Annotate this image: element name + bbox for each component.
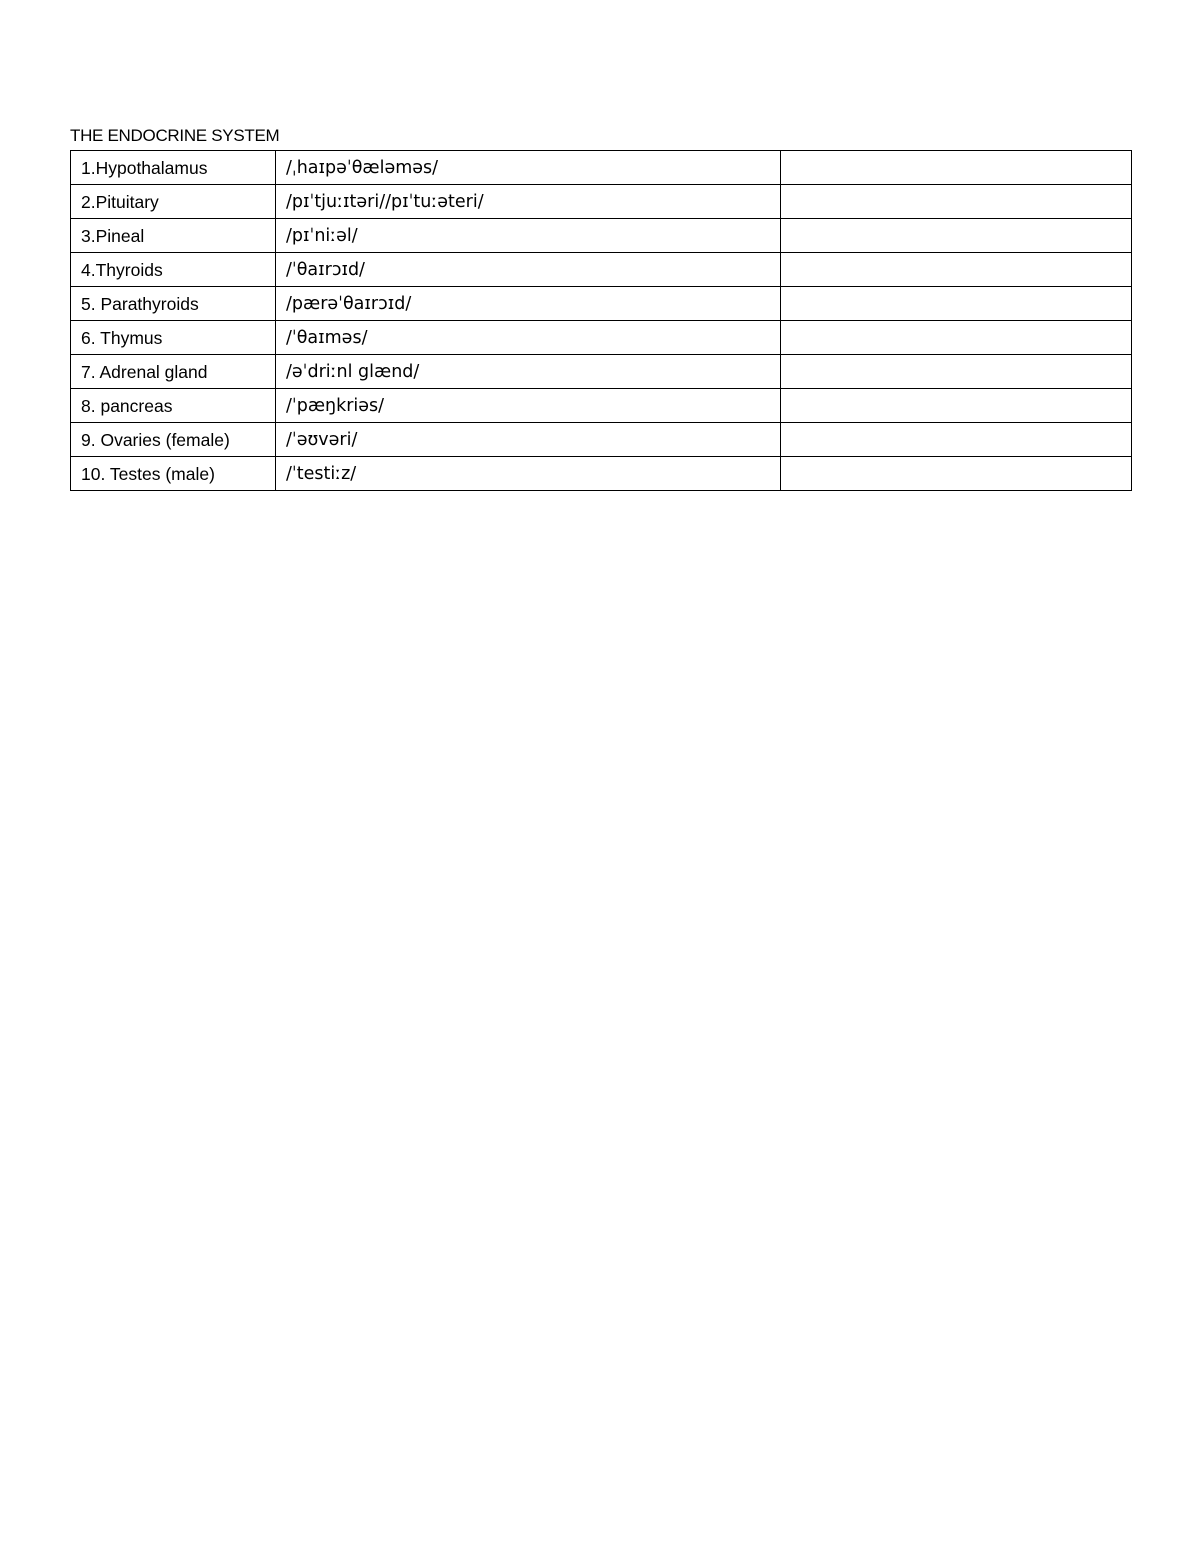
term-cell: 2.Pituitary bbox=[71, 185, 276, 219]
document-title: THE ENDOCRINE SYSTEM bbox=[70, 126, 280, 145]
pronunciation-cell: /pɪˈtjuːɪtəri//pɪˈtuːəteri/ bbox=[276, 185, 781, 219]
term-cell: 5. Parathyroids bbox=[71, 287, 276, 321]
notes-cell bbox=[781, 151, 1132, 185]
term-cell: 6. Thymus bbox=[71, 321, 276, 355]
table-row bbox=[71, 321, 1132, 355]
endocrine-terms-table bbox=[70, 150, 1132, 491]
pronunciation-cell: /ˈθaɪrɔɪd/ bbox=[276, 253, 781, 287]
table-row bbox=[71, 423, 1132, 457]
term-cell: 3.Pineal bbox=[71, 219, 276, 253]
table-row bbox=[71, 389, 1132, 423]
pronunciation-cell: /ˈəʊvəri/ bbox=[276, 423, 781, 457]
notes-cell bbox=[781, 253, 1132, 287]
notes-cell bbox=[781, 457, 1132, 491]
term-cell: 1.Hypothalamus bbox=[71, 151, 276, 185]
pronunciation-cell: /pærəˈθaɪrɔɪd/ bbox=[276, 287, 781, 321]
term-cell: 7. Adrenal gland bbox=[71, 355, 276, 389]
term-cell: 9. Ovaries (female) bbox=[71, 423, 276, 457]
table-row bbox=[71, 287, 1132, 321]
table-row bbox=[71, 219, 1132, 253]
notes-cell bbox=[781, 287, 1132, 321]
term-cell: 8. pancreas bbox=[71, 389, 276, 423]
pronunciation-cell: /ˈθaɪməs/ bbox=[276, 321, 781, 355]
notes-cell bbox=[781, 355, 1132, 389]
table-row bbox=[71, 185, 1132, 219]
table-body bbox=[71, 151, 1132, 491]
term-cell: 10. Testes (male) bbox=[71, 457, 276, 491]
notes-cell bbox=[781, 219, 1132, 253]
pronunciation-cell: /ˈpæŋkriəs/ bbox=[276, 389, 781, 423]
table-row bbox=[71, 457, 1132, 491]
notes-cell bbox=[781, 389, 1132, 423]
term-cell: 4.Thyroids bbox=[71, 253, 276, 287]
pronunciation-cell: /pɪˈniːəl/ bbox=[276, 219, 781, 253]
pronunciation-cell: /əˈdriːnl glænd/ bbox=[276, 355, 781, 389]
notes-cell bbox=[781, 185, 1132, 219]
notes-cell bbox=[781, 423, 1132, 457]
table-row bbox=[71, 355, 1132, 389]
notes-cell bbox=[781, 321, 1132, 355]
table-row bbox=[71, 151, 1132, 185]
pronunciation-cell: /ˌhaɪpəˈθæləməs/ bbox=[276, 151, 781, 185]
table-row bbox=[71, 253, 1132, 287]
pronunciation-cell: /ˈtestiːz/ bbox=[276, 457, 781, 491]
